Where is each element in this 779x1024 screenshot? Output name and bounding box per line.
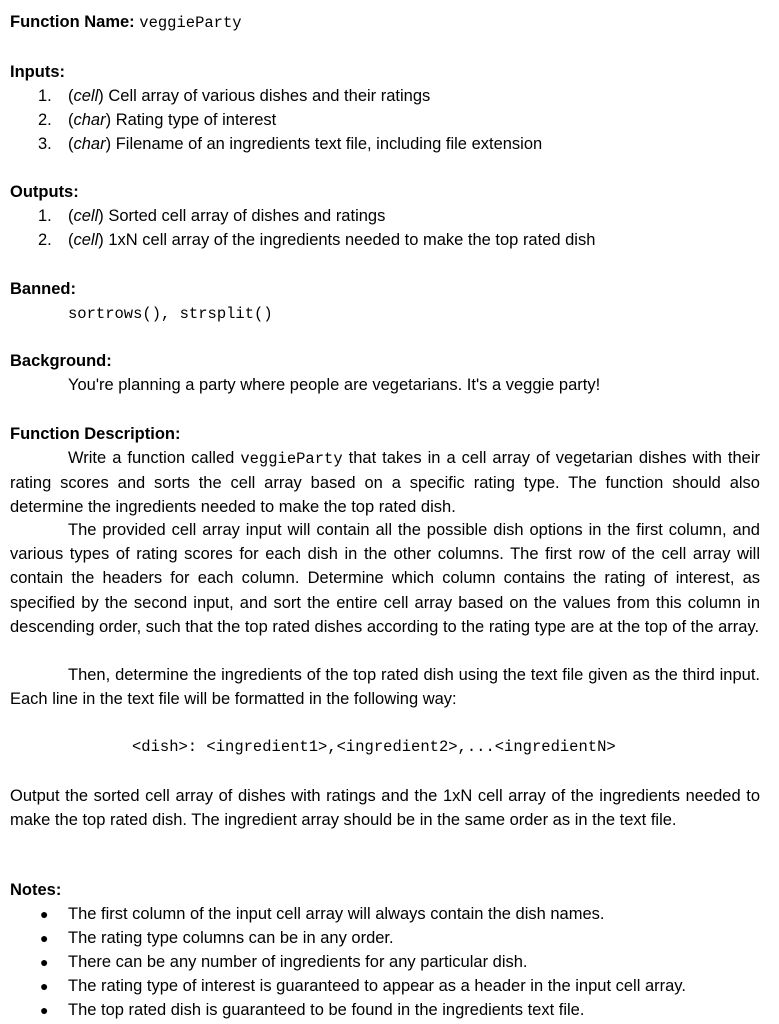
banned-heading: Banned: [10, 280, 76, 298]
input-item [38, 87, 430, 106]
input-type: char [73, 111, 106, 129]
type-open-paren: ( [68, 231, 74, 249]
list-number: 1. [38, 87, 52, 105]
note-text: The rating type of interest is guaranteed to appear as a header in the input cell array. [68, 977, 686, 995]
format-line: <dish>: <ingredient1>,<ingredient2>,...<ingredientN> [132, 738, 616, 756]
list-number: 2. [38, 111, 52, 129]
note-item [40, 905, 605, 924]
note-text: The rating type columns can be in any order. [68, 929, 394, 947]
paragraph-text: Write a function called [68, 449, 241, 467]
bullet-icon: ● [40, 930, 49, 946]
note-text: The top rated dish is guaranteed to be found in the ingredients text file. [68, 1001, 585, 1019]
input-item [38, 135, 542, 154]
description-paragraph-4: Output the sorted cell array of dishes with ratings and the 1xN cell array of the ingredients needed to make the top rated dish. The ingredient array should be in the same order as in the text file. [10, 787, 760, 830]
inline-code: veggieParty [240, 450, 343, 468]
type-open-paren: ( [68, 111, 74, 129]
banned-functions: sortrows(), strsplit() [68, 305, 273, 323]
bullet-icon: ● [40, 954, 49, 970]
description-paragraph-1 [10, 446, 760, 520]
type-open-paren: ( [68, 87, 74, 105]
input-text: Filename of an ingredients text file, including file extension [115, 135, 543, 153]
input-item [38, 111, 276, 130]
input-text: Rating type of interest [115, 111, 277, 129]
input-type: cell [73, 87, 99, 105]
inputs-heading: Inputs: [10, 63, 65, 81]
notes-heading: Notes: [10, 881, 62, 899]
description-paragraph-2: The provided cell array input will contain all the possible dish options in the first column, and various types of rating scores for each dish in the other columns. The first row of the cell array will contain the headers for each column. Determine which column contains the rating of interest, as specified by the second input, and sort the entire cell array based on the values from this column in descending order, such that the top rated dishes according to the rating type are at the top of the array. [10, 521, 760, 636]
type-open-paren: ( [68, 207, 74, 225]
note-text: The first column of the input cell array will always contain the dish names. [68, 905, 605, 923]
function-name-label: Function Name: [10, 13, 135, 31]
function-name-value: veggieParty [139, 14, 242, 32]
bullet-icon: ● [40, 978, 49, 994]
description-heading: Function Description: [10, 425, 181, 443]
output-type: cell [73, 231, 99, 249]
bullet-icon: ● [40, 906, 49, 922]
type-close-paren: ) [105, 135, 116, 153]
list-number: 1. [38, 207, 52, 225]
bullet-icon: ● [40, 1002, 49, 1018]
note-text: There can be any number of ingredients for any particular dish. [68, 953, 528, 971]
output-item [38, 231, 595, 250]
list-number: 3. [38, 135, 52, 153]
outputs-heading: Outputs: [10, 183, 79, 201]
type-close-paren: ) [98, 207, 109, 225]
output-text: Sorted cell array of dishes and ratings [108, 207, 386, 225]
background-text: You're planning a party where people are vegetarians. It's a veggie party! [68, 376, 601, 394]
paragraph-text: that takes in a cell array of vegetarian dishes with their rating scores and sorts the cell array based on a specific rating type. The function should also determine the ingredients needed to make the top rated dish. [10, 449, 760, 517]
function-name-line [10, 13, 242, 32]
description-paragraph-3: Then, determine the ingredients of the top rated dish using the text file given as the third input. Each line in the text file will be formatted in the following way: [10, 666, 760, 709]
type-open-paren: ( [68, 135, 74, 153]
list-number: 2. [38, 231, 52, 249]
type-close-paren: ) [98, 87, 109, 105]
note-item [40, 953, 528, 972]
type-close-paren: ) [105, 111, 116, 129]
input-type: char [73, 135, 106, 153]
note-item [40, 1001, 584, 1020]
output-item [38, 207, 385, 226]
note-item [40, 977, 686, 996]
output-type: cell [73, 207, 99, 225]
output-text: 1xN cell array of the ingredients needed to make the top rated dish [108, 231, 596, 249]
note-item [40, 929, 394, 948]
background-heading: Background: [10, 352, 112, 370]
type-close-paren: ) [98, 231, 109, 249]
input-text: Cell array of various dishes and their ratings [108, 87, 431, 105]
